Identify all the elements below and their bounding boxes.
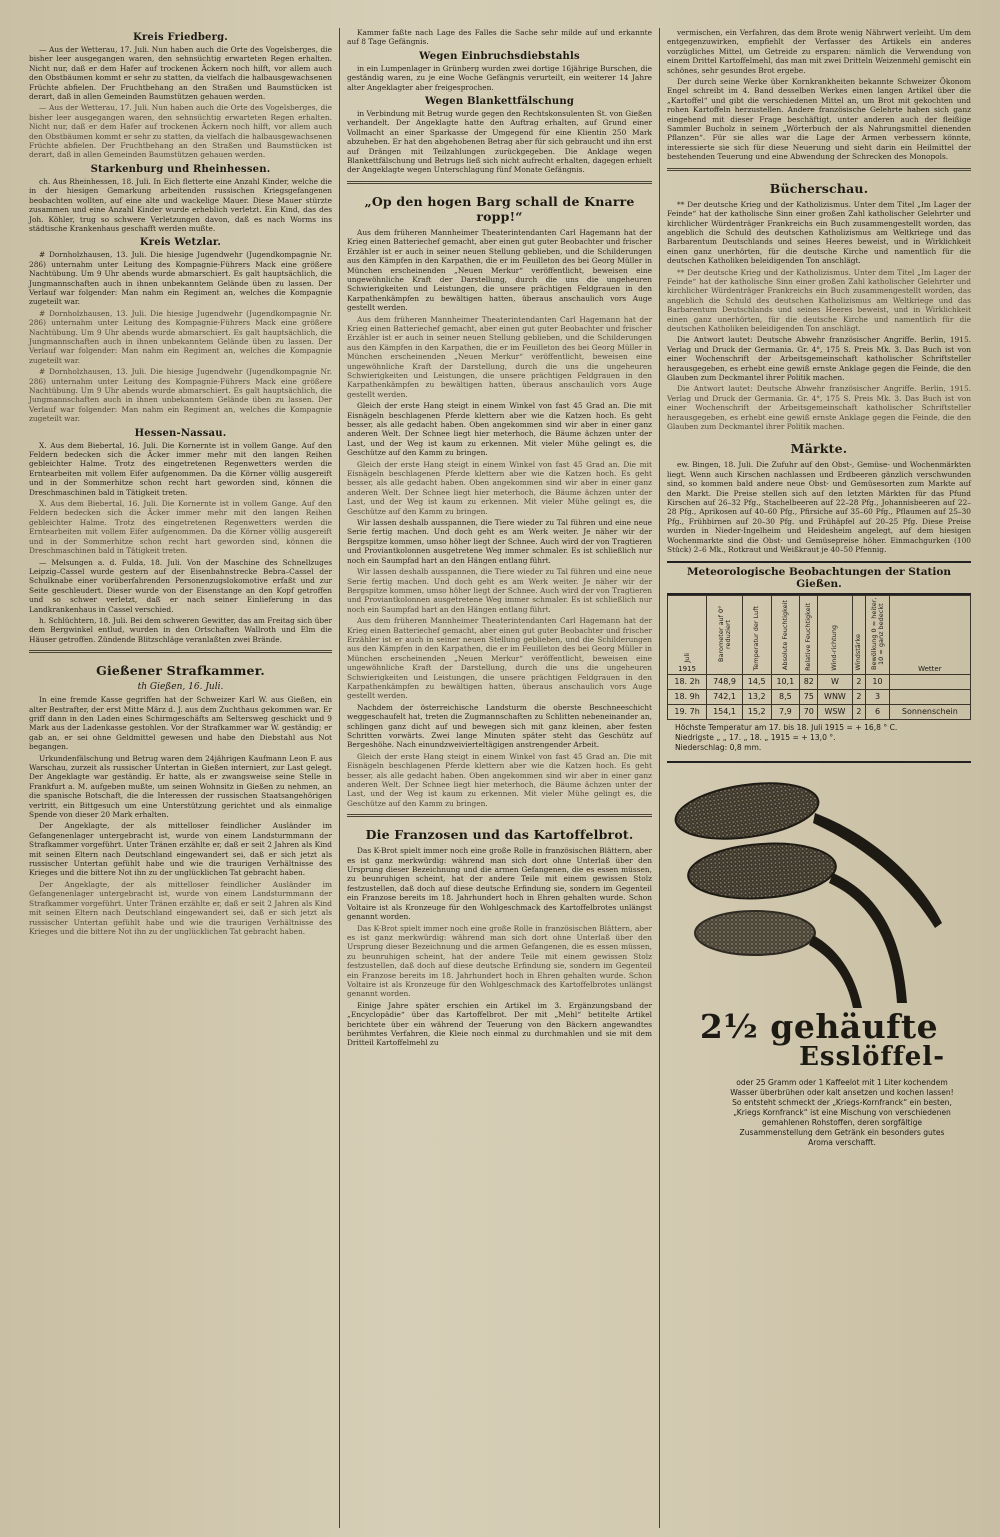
article-dornholzhausen-cont: # Dornholzhausen, 13. Juli. Die hiesige Jugendwehr (Jugendkompagnie Nr. 286) unternahm unter Leitung des Kompagnie-Führers Mack eine größere Nachtübung. Um 9 Uhr abends wurde abmarschiert. Es galt hauptsächlich, die Jungmannschaften auch in ihnen unbekanntem Gelände üben zu lassen. Der Verlauf war folgender: Man nahm ein Regiment an, welches die Kompagnie zugeteilt war. [29,308,332,365]
weather-cell: W [818,674,852,689]
advertisement-kornfranck [667,761,971,1181]
column-2 [340,28,660,1528]
weather-cell: 6 [866,704,889,719]
section-heading-kreis-wetzlar: Kreis Wetzlar. [139,237,222,249]
section-divider [347,814,652,817]
ad-headline-2: Esslöffel- [799,1041,945,1072]
weather-col-barometer: Barometer auf 0° reduziert [707,595,743,674]
article-franzosen-1: Das K-Brot spielt immer noch eine große Rolle in französischen Blättern, aber es ist ganz merkwürdig: während man sich dort ohne Unterlaß über den Ursprung dieser Bezeichnung und die armen Gefangenen, die es essen müssen, zu beunruhigen scheint, hat der andere Teile mit einem gewissen Stolz festzustellen, daß doch auf diese deutsche Erfindung sie, sondern im Gegenteil ein Franzose bereits im 18. Jahrhundert hoch in Ehren gehalten wurde. Schon Voltaire ist als Kronzeuge für den Wohlgeschmack des Kartoffelbrotes unlängst genannt worden. [347,846,652,922]
article-fremde-kasse: In eine fremde Kasse gegriffen hat der Schweizer Karl W. aus Gießen, ein alter Bestrafter, der erst Mitte März d. J. aus dem Zuchthaus gekommen war. Er griff dann in den Laden eines Schirmgeschäfts am Seltersweg geschickt und 9 Mark aus der Ladenkasse gestohlen. Vor der Strafkammer war W. geständig; er gab an, er sei ohne Geldmittel gewesen und habe den Diebstahl aus Not begangen. [29,695,332,752]
weather-precipitation: Niederschlag: 0,8 mm. [675,742,762,752]
section-heading-strafkammer: Gießener Strafkammer. [96,663,265,679]
column-1 [22,28,340,1528]
weather-col-relative: Relative Feuchtigkeit [800,595,818,674]
table-row [668,704,971,719]
weather-year: 1915 [678,664,696,673]
article-melsungen: — Melsungen a. d. Fulda, 18. Juli. Von der Maschine des Schnellzuges Leipzig–Cassel wurde gestern auf der Eisenbahnstrecke Bebra–Cassel der Schulknabe einer vorüberfahrenden Personenzugslokomotive erfaßt und zur Seite geschleudert. Dieser wurde von der Eisenstange an den Kopf getroffen und so schwer verletzt, daß er nach seiner Einlieferung in das Landkrankenhaus in Cassel verschied. [29,557,332,614]
article-dornholzhausen-cont2: # Dornholzhausen, 13. Juli. Die hiesige Jugendwehr (Jugendkompagnie Nr. 286) unternahm unter Leitung des Kompagnie-Führers Mack eine größere Nachtübung. Um 9 Uhr abends wurde abmarschiert. Es galt hauptsächlich, die Jungmannschaften auch in ihnen unbekanntem Gelände üben zu lassen. Der Verlauf war folgender: Man nahm ein Regiment an, welches die Kompagnie zugeteilt war. [29,367,332,424]
headline-franzosen: Die Franzosen und das Kartoffelbrot. [365,827,634,843]
weather-max-temp: Höchste Temperatur am 17. bis 18. Juli 1915 = + 16,8 ° C. [675,722,898,732]
weather-notes [675,723,971,753]
weather-cell: 742,1 [707,689,743,704]
weather-cell: 748,9 [707,674,743,689]
article-knarre-4: Nachdem der österreichische Landsturm die oberste Beschneeschicht weggeschaufelt hat, treten die Zugmannschaften zu Schlitten nebeneinander an, schlingen ganz dicht auf und bewegen sich mit ganz kleinen, aber festen Schritten vorwärts. Zwei lange Minuten später steht das Geschütz auf Bergeshöhe. Nach einundzweivierteltägigen anstrengender Arbeit. [347,702,652,750]
article-blankett: in Verbindung mit Betrug wurde gegen den Rechtskonsulenten St. von Gießen verhandelt. Der Angeklagte hatte den Auftrag erhalten, auf Grund einer Vollmacht an einer Sparkasse der Umgegend für eine Klientin 250 Mark abzuheben. Er hat den abgehobenen Betrag aber für sich gebraucht und ihn erst auf Drängen mit Teilzahlungen zurückgegeben. Die Anklage wegen Blankettfälschung und Betrugs ließ sich nicht aufrecht erhalten, dagegen erhielt der Angeklagte wegen Unterschlagung fünf Monate Gefängnis. [347,109,652,175]
article-franzosen-cont: vermischen, ein Verfahren, das dem Brote wenig Nährwert verleiht. Um dem entgegenzuwirken, empfiehlt der Verfasser des Artikels ein anderes vorzügliches Mittel, um Getreide zu ersparen: nämlich die Verwendung von einem Drittel Kartoffelmehl, das man mit zwei Dritteln Weizenmehl gemischt ein schönes, sehr gesundes Brot ergebe. [667,28,971,75]
weather-cell: 10 [866,674,889,689]
weather-col-absolute: Absolute Feuchtigkeit [771,595,800,674]
weather-cell: 15,2 [742,704,771,719]
weather-cell: 18. 9h [668,689,707,704]
spoon-icon [695,911,862,1008]
weather-min-temp: Niedrigste „ „ 17. „ 18. „ 1915 = + 13,0 °. [675,732,836,742]
article-rheinhessen: ch. Aus Rheinhessen, 18. Juli. In Eich fletterte eine Anzahl Kinder, welche die in der hiesigen Gemarkung arbeitenden russischen Kriegsgefangenen beobachten wollten, auf eine alte und wackelige Mauer. Diese Mauer stürzte zusammen und eine Anzahl Kinder wurde erheblich verletzt. Ein Kind, das des Joh. Köhler, trug so schwere Verletzungen davon, daß es nach Worms ins städtische Krankenhaus geschafft werden mußte. [29,176,332,233]
article-kammer-cont: Kammer faßte nach Lage des Falles die Sache sehr milde auf und erkannte auf 8 Tage Gefängnis. [347,28,652,47]
section-divider [347,181,652,184]
article-angeklagter: Der Angeklagte, der als mittelloser feindlicher Ausländer im Gefangenenlager untergebracht ist, wurde von einem Landsturmmann der Strafkammer vorgeführt. Unter Tränen erzählte er, daß er seit 2 Jahren als Kind mit seinen Eltern nach Deutschland eingewandert sei, daß er sich jetzt als russischer Untertan gefühlt habe und wie die traurigen Verhältnisse des Krieges und die bittere Not ihn zu der unglücklichen Tat gebracht haben. [29,821,332,878]
article-bingen-markt: ew. Bingen, 18. Juli. Die Zufuhr auf den Obst-, Gemüse- und Wochenmärkten liegt. Wenn auch Kirschen nachlassen und Erdbeeren gänzlich verschwunden sind, so kommen bald andere neue Obst- und Gemüsesorten zum Markte auf den Markt. Die Preise stellen sich auf den letzten Märkten für das Pfund Kirschen auf 26–32 Pfg., Stachelbeeren auf 22–28 Pfg., Johannisbeeren auf 22–28 Pfg., Aprikosen auf 40–60 Pfg., Pfirsiche auf 35–60 Pfg., Pflaumen auf 25–30 Pfg., Frühbirnen auf 20–30 Pfg. und Frühäpfel auf 20–25 Pfg. Diese Preise wurden in Nieder-Ingelheim und Heidesheim angelegt, auf dem hiesigen Wochenmarkte sind die Obst- und Gemüsepreise höher. Einmachgurken (100 Stück) 2–6 Mk., Rotkraut und Weißkraut je 40–50 Pfennig. [667,460,971,555]
weather-table [667,595,971,720]
weather-cell: WNW [818,689,852,704]
weather-cell [889,689,970,704]
article-franzosen-2: Einige Jahre später erschien ein Artikel im 3. Ergänzungsband der „Encyclopädie“ über das Kartoffelbrot. Der mit „Mehl“ betitelte Artikel berichtete über ein während der Teuerung von den Bäckern angewandtes berühmtes Verfahren, die Kleie noch einmal zu durchmahlen und sie mit dem Dritteil Kartoffelmehl zu [347,1000,652,1048]
article-schluechtern: h. Schlüchtern, 18. Juli. Bei dem schweren Gewitter, das am Freitag sich über dem Bergwinkel entlud, wurden in den Ortschaften Wallroth und Elm die Häuser getroffen. Zündende Blitzschläge veranlaßten zwei Brände. [29,615,332,644]
article-knarre-1: Aus dem früheren Mannheimer Theaterintendanten Carl Hagemann hat der Krieg einen Batteriechef gemacht, aber einen gut guter Beobachter und frischer Erzähler ist er auch in seiner neuen Stellung geblieben, und die Schilderungen aus den Kämpfen in den Karpathen, die er im Feuilleton des bei Georg Müller in München erscheinenden „Neuen Merkur“ veröffentlicht, beweisen eine ungewöhnliche Kraft der Darstellung, durch die uns die ungeheuren Schwierigkeiten und Leistungen, die unsere prächtigen Feldgrauen in den Karpathenkämpfen zu bewältigen hatten, überaus anschaulich vors Auge gestellt werden. [347,227,652,313]
article-knarre-4-cont: Gleich der erste Hang steigt in einem Winkel von fast 45 Grad an. Die mit Eisnägeln beschlagenen Pferde klettern aber wie die Katzen hoch. Es geht besser, als alle gedacht haben. Oben angekommen sind wir aber in einer ganz anderen Welt. Der Schnee liegt hier meterhoch, die Bäume ächzen unter der Last, und der Weg ist kaum zu erkennen. Mit vieler Mühe gelingt es, die Geschütze auf den Kamm zu bringen. [347,751,652,808]
ad-copy: oder 25 Gramm oder 1 Kaffeelot mit 1 Liter kochendem Wasser überbrühen oder kalt ansetzen und kochen lassen! So entsteht schmeckt der „Kriegs-Kornfranck“ ein besten, „Kriegs Kornfranck“ ist eine Mischung von verschiedenen gemahlenen Rohstoffen, deren sorgfältige Zusammenstellung dem Getränk ein besonders gutes Aroma verschafft. [730,1077,954,1147]
weather-col-temperatur: Temperatur der Luft [742,595,771,674]
weather-cell: 8,5 [771,689,800,704]
column-grid [22,28,986,1528]
weather-cell: 7,9 [771,704,800,719]
weather-cell: 2 [852,689,866,704]
weather-cell: 82 [800,674,818,689]
table-row [668,689,971,704]
weather-cell: 154,1 [707,704,743,719]
weather-col-juli: Juli 1915 [668,595,707,674]
article-knarre-2: Gleich der erste Hang steigt in einem Winkel von fast 45 Grad an. Die mit Eisnägeln beschlagenen Pferde klettern aber wie die Katzen hoch. Es geht besser, als alle gedacht haben. Oben angekommen sind wir aber in einer ganz anderen Welt. Der Schnee liegt hier meterhoch, die Bäume ächzen unter der Last, und der Weg ist kaum zu erkennen. Mit vieler Mühe gelingt es, die Geschütze auf den Kamm zu bringen. [347,401,652,458]
headline-knarre: „Op den hogen Barg schall de Knarre ropp!“ [364,193,635,224]
spoons-illustration [667,763,967,1013]
weather-col-windrichtung: Wind-richtung [818,595,852,674]
weather-cell: 70 [800,704,818,719]
section-divider [667,168,971,171]
article-germania-cont: Die Antwort lautet: Deutsche Abwehr französischer Angriffe. Berlin, 1915. Verlag und Druck der Germania. Gr. 4°, 175 S. Preis Mk. 3. Das Buch ist von einer Wochenschrift der Arbeitsgemeinschaft katholischer Schriftsteller herausgegeben, es erhebt eine gewiß ernste Anklage gegen die Feinde, die den Glauben zum Deckmantel ihrer Politik machen. [667,384,971,432]
article-katholizismus-cont: ** Der deutsche Krieg und der Katholizismus. Unter dem Titel „Im Lager der Feinde“ hat der katholische Sinn einer großen Zahl katholischer Gelehrter und kirchlicher Würdenträger Frankreichs ein Buch zusammengestellt worden, das angeblich die Schuld des deutschen Katholizismus am Weltkriege und das Barbarentum Deutschlands und seines Heeres beweist, und in Wirklichkeit einen ganz unerhörten, für die deutsche Kirche und namentlich für die deutschen Katholiken beleidigenden Ton anschlägt. [667,267,971,333]
weather-cell [889,674,970,689]
article-knarre-3-cont2: Aus dem früheren Mannheimer Theaterintendanten Carl Hagemann hat der Krieg einen Batteriechef gemacht, aber einen gut guter Beobachter und frischer Erzähler ist er auch in seiner neuen Stellung geblieben, und die Schilderungen aus den Kämpfen in den Karpathen, die er im Feuilleton des bei Georg Müller in München erscheinenden „Neuen Merkur“ veröffentlicht, beweisen eine ungewöhnliche Kraft der Darstellung, durch die uns die ungeheuren Schwierigkeiten und Leistungen, die unsere prächtigen Feldgrauen in den Karpathenkämpfen zu bewältigen hatten, überaus anschaulich vors Auge gestellt werden. [347,616,652,701]
section-heading-starkenburg: Starkenburg und Rheinhessen. [90,163,271,175]
weather-table-title: Meteorologische Beobachtungen der Station Gießen. [667,561,971,595]
article-angeklagter-cont: Der Angeklagte, der als mittelloser feindlicher Ausländer im Gefangenenlager untergebracht ist, wurde von einem Landsturmmann der Strafkammer vorgeführt. Unter Tränen erzählte er, daß er seit 2 Jahren als Kind mit seinen Eltern nach Deutschland eingewandert sei, daß er sich jetzt als russischer Untertan gefühlt habe und wie die traurigen Verhältnisse des Krieges und die bittere Not ihn zu der unglücklichen Tat gebracht haben. [29,879,332,936]
article-knarre-3: Wir lassen deshalb ausspannen, die Tiere wieder zu Tal führen und eine neue Serie fertig machen. Und doch geht es am Werk weiter. Je näher wir der Bergspitze kommen, umso höher liegt der Schnee. Auch wird der von Tragtieren und Proviantkolonnen ausgetretene Weg immer schmaler. Es ist schließlich nur noch ein Saumpfad hart an den Hängen entlang führt. [347,518,652,565]
section-divider [29,650,332,653]
ad-headline: 2½ gehäufte [699,1006,939,1046]
weather-cell: Sonnenschein [889,704,970,719]
weather-col-windstaerke: Windstärke [852,595,866,674]
weather-col-bewoelkung: Bewölkung 0 = heiter, 10 = ganz bedeckt [866,595,889,674]
weather-cell: 14,5 [742,674,771,689]
weather-cell: 2 [852,674,866,689]
subheading-einbruch: Wegen Einbruchsdiebstahls [419,50,580,62]
article-franzosen-cont2: Der durch seine Werke über Kornkrankheiten bekannte Schweizer Ökonom Engel schreibt im 4. Band desselben Werkes einen langen Artikel über die „Kartoffel“ und gibt die verschiedenen Mittel an, um Brot mit gekochten und rohen Kartoffeln herzustellen. Andere französische Gelehrte haben sich ganz eingehend mit dieser Frage beschäftigt, unter anderen auch der fleißige Sammler Bucholz in seinem „Wörterbuch der als Nahrungsmittel dienenden Pflanzen“. Für sie alles war die Lage der Armen verbessern könnte, interessierte sie sich für diese Neuerung und sieht darin ein Heilmittel der bestehenden Teuerung und eine Abwendung der Schrecken des Monopols. [667,77,971,162]
article-katholizismus: ** Der deutsche Krieg und der Katholizismus. Unter dem Titel „Im Lager der Feinde“ hat der katholische Sinn einer großen Zahl katholischer Gelehrter und kirchlicher Würdenträger Frankreichs ein Buch zusammengestellt worden, das angeblich die Schuld des deutschen Katholizismus am Weltkriege und das Barbarentum Deutschlands und seines Heeres beweist, und in Wirklichkeit einen ganz unerhörten, für die deutsche Kirche und namentlich für die deutschen Katholiken beleidigenden Ton anschlägt. [667,199,971,266]
weather-cell: 10,1 [771,674,800,689]
weather-cell: 19. 7h [668,704,707,719]
section-heading-kreis-friedberg: Kreis Friedberg. [133,32,228,43]
article-franzosen-1-cont: Das K-Brot spielt immer noch eine große Rolle in französischen Blättern, aber es ist ganz merkwürdig: während man sich dort ohne Unterlaß über den Ursprung dieser Bezeichnung und die armen Gefangenen, die es essen müssen, zu beunruhigen scheint, hat der andere Teile mit einem gewissen Stolz festzustellen, daß doch auf diese deutsche Erfindung sie, sondern im Gegenteil ein Franzose bereits im 18. Jahrhundert hoch in Ehren gehalten wurde. Schon Voltaire ist als Kronzeuge für den Wohlgeschmack des Kartoffelbrotes unlängst genannt worden. [347,923,652,999]
article-biebertal-cont: X. Aus dem Biebertal, 16. Juli. Die Kornernte ist in vollem Gange. Auf den Feldern bedecken sich die Äcker immer mehr mit den langen Reihen gebleichter Halme. Trotz des eingetretenen Regenwetters werden die Erntearbeiten mit vollem Eifer aufgenommen. Da die Körner völlig ausgereift und in der Sommerhitze schon recht hart geworden sind, können die Dreschmaschinen bald in Tätigkeit treten. [29,499,332,556]
article-biebertal: X. Aus dem Biebertal, 16. Juli. Die Kornernte ist in vollem Gange. Auf den Feldern bedecken sich die Äcker immer mehr mit den langen Reihen gebleichter Halme. Trotz des eingetretenen Regenwetters werden die Erntearbeiten mit vollem Eifer aufgenommen. Da die Körner völlig ausgereift und in der Sommerhitze schon recht hart geworden sind, können die Dreschmaschinen bald in Tätigkeit treten. [29,440,332,497]
weather-cell: 2 [852,704,866,719]
article-einbruch: in ein Lumpenlager in Grünberg wurden zwei dortige 16jährige Burschen, die geständig waren, zu je eine Woche Gefängnis verurteilt, ein weiterer 14 Jahre alter Angeklagter aber freigesprochen. [347,63,652,92]
section-heading-maerkte: Märkte. [790,441,848,457]
weather-cell: WSW [818,704,852,719]
section-heading-hessen-nassau: Hessen-Nassau. [134,427,227,439]
weather-cell: 13,2 [742,689,771,704]
column-3 [660,28,978,1528]
article-dornholzhausen: # Dornholzhausen, 13. Juli. Die hiesige Jugendwehr (Jugendkompagnie Nr. 286) unternahm unter Leitung des Kompagnie-Führers Mack eine größere Nachtübung. Um 9 Uhr abends wurde abmarschiert. Es galt hauptsächlich, die Jungmannschaften auch in ihnen unbekanntem Gelände üben zu lassen. Der Verlauf war folgender: Man nahm ein Regiment an, welches die Kompagnie zugeteilt war. [29,250,332,307]
subheading-blankett: Wegen Blankettfälschung [424,96,575,108]
weather-cell: 75 [800,689,818,704]
weather-cell: 3 [866,689,889,704]
article-germania: Die Antwort lautet: Deutsche Abwehr französischer Angriffe. Berlin, 1915. Verlag und Druck der Germania. Gr. 4°, 175 S. Preis Mk. 3. Das Buch ist von einer Wochenschrift der Arbeitsgemeinschaft katholischer Schriftsteller herausgegeben, es erhebt eine gewiß ernste Anklage gegen die Feinde, die den Glauben zum Deckmantel ihrer Politik machen. [667,335,971,382]
dateline-strafkammer: th Gießen, 16. Juli. [137,682,224,693]
article-knarre-1-cont: Aus dem früheren Mannheimer Theaterintendanten Carl Hagemann hat der Krieg einen Batteriechef gemacht, aber einen gut guter Beobachter und frischer Erzähler ist er auch in seiner neuen Stellung geblieben, und die Schilderungen aus den Kämpfen in den Karpathen, die er im Feuilleton des bei Georg Müller in München erscheinenden „Neuen Merkur“ veröffentlicht, beweisen eine ungewöhnliche Kraft der Darstellung, durch die uns die ungeheuren Schwierigkeiten und Leistungen, die unsere prächtigen Feldgrauen in den Karpathenkämpfen zu bewältigen hatten, überaus anschaulich vors Auge gestellt werden. [347,314,652,399]
article-knarre-3-cont: Wir lassen deshalb ausspannen, die Tiere wieder zu Tal führen und eine neue Serie fertig machen. Und doch geht es am Werk weiter. Je näher wir der Bergspitze kommen, umso höher liegt der Schnee. Auch wird der von Tragtieren und Proviantkolonnen ausgetretene Weg immer schmaler. Es ist schließlich nur noch ein Saumpfad hart an den Hängen entlang führt. [347,567,652,614]
table-row [668,674,971,689]
article-urkundenfaelschung: Urkundenfälschung und Betrug waren dem 24jährigen Kaufmann Leon F. aus Warschau, zurzeit als russischer Untertan in Gießen interniert, zur Last gelegt. Der Angeklagte war geständig. Er hatte, als er zwangsweise seine Stelle in Frankfurt a. M. aufgeben mußte, um seinen Wohnsitz in Gießen zu nehmen, an die spanische Botschaft, die die Interessen der russischen Staatsangehörigen vertritt, ein Bittgesuch um eine Unterstützung gerichtet und als einmalige Spende von dieser 20 Mark erhalten. [29,753,332,820]
weather-col-wetter: Wetter [889,595,970,674]
section-heading-buecherschau: Bücherschau. [769,180,869,196]
article-knarre-2-cont: Gleich der erste Hang steigt in einem Winkel von fast 45 Grad an. Die mit Eisnägeln beschlagenen Pferde klettern aber wie die Katzen hoch. Es geht besser, als alle gedacht haben. Oben angekommen sind wir aber in einer ganz anderen Welt. Der Schnee liegt hier meterhoch, die Bäume ächzen unter der Last, und der Weg ist kaum zu erkennen. Mit vieler Mühe gelingt es, die Geschütze auf den Kamm zu bringen. [347,459,652,516]
article-wetterau: — Aus der Wetterau, 17. Juli. Nun haben auch die Orte des Vogelsberges, die bisher leer ausgegangen waren, den sehnsüchtig erwarteten Regen erhalten. Nicht nur, daß er dem Hafer auf trockenen Äckern noch hilft, vor allem auch den Obstbäumen kommt er sehr zu statten, da vielfach die halbausgewachsenen Früchte abfielen. Der Fruchtbehang an den Straßen und Baumstücken ist derart, daß in allen Gemeinden Baumstützen gehauen werden. [29,45,332,102]
weather-cell: 18. 2h [668,674,707,689]
article-wetterau-cont: — Aus der Wetterau, 17. Juli. Nun haben auch die Orte des Vogelsberges, die bisher leer ausgegangen waren, den sehnsüchtig erwarteten Regen erhalten. Nicht nur, daß er dem Hafer auf trockenen Äckern noch hilft, vor allem auch den Obstbäumen kommt er sehr zu statten, da vielfach die halbausgewachsenen Früchte abfielen. Der Fruchtbehang an den Straßen und Baumstücken ist derart, daß in allen Gemeinden Baumstützen gehauen werden. [29,103,332,160]
